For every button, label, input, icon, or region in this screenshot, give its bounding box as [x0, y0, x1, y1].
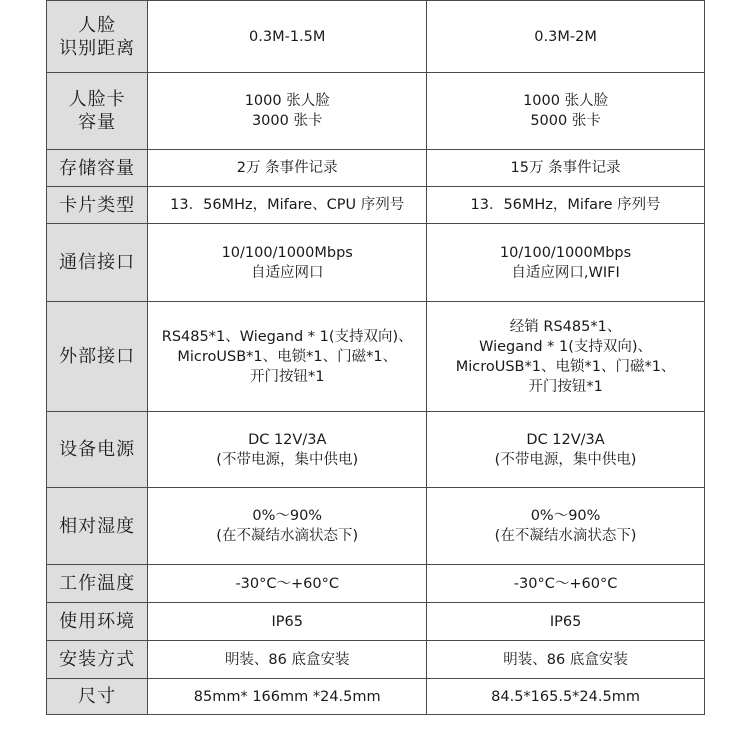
row-environment: [47, 603, 705, 641]
row-label: 人脸 识别距离: [47, 1, 148, 73]
row-label: 设备电源: [47, 412, 148, 488]
row-label: 安装方式: [47, 641, 148, 679]
model-b-value: 10/100/1000Mbps 自适应网口,WIFI: [427, 224, 705, 302]
row-label: 人脸卡 容量: [47, 73, 148, 150]
model-b-value: DC 12V/3A (不带电源，集中供电): [427, 412, 705, 488]
model-b-value: 0%～90% (在不凝结水滴状态下): [427, 488, 705, 565]
model-b-value: -30°C～+60°C: [427, 565, 705, 603]
model-a-value: 明装、86 底盒安装: [148, 641, 427, 679]
spec-table: [46, 0, 705, 715]
row-label: 使用环境: [47, 603, 148, 641]
model-a-value: 0.3M-1.5M: [148, 1, 427, 73]
row-label: 卡片类型: [47, 187, 148, 224]
row-power-supply: [47, 412, 705, 488]
row-operating-temperature: [47, 565, 705, 603]
model-b-value: 0.3M-2M: [427, 1, 705, 73]
row-label: 尺寸: [47, 679, 148, 715]
row-face-card-capacity: [47, 73, 705, 150]
row-dimensions: [47, 679, 705, 715]
model-b-value: IP65: [427, 603, 705, 641]
row-label: 通信接口: [47, 224, 148, 302]
row-label: 存储容量: [47, 150, 148, 187]
row-card-type: [47, 187, 705, 224]
model-a-value: 1000 张人脸 3000 张卡: [148, 73, 427, 150]
model-b-value: 1000 张人脸 5000 张卡: [427, 73, 705, 150]
row-label: 相对湿度: [47, 488, 148, 565]
row-label: 外部接口: [47, 302, 148, 412]
model-a-value: -30°C～+60°C: [148, 565, 427, 603]
model-b-value: 13．56MHz，Mifare 序列号: [427, 187, 705, 224]
row-storage-capacity: [47, 150, 705, 187]
model-b-value: 明装、86 底盒安装: [427, 641, 705, 679]
row-communication-interface: [47, 224, 705, 302]
model-a-value: IP65: [148, 603, 427, 641]
row-label: 工作温度: [47, 565, 148, 603]
model-a-value: 2万 条事件记录: [148, 150, 427, 187]
row-external-interface: [47, 302, 705, 412]
model-b-value: 15万 条事件记录: [427, 150, 705, 187]
model-a-value: 10/100/1000Mbps 自适应网口: [148, 224, 427, 302]
model-a-value: 13．56MHz，Mifare、CPU 序列号: [148, 187, 427, 224]
row-relative-humidity: [47, 488, 705, 565]
row-recognition-distance: [47, 1, 705, 73]
model-a-value: DC 12V/3A (不带电源，集中供电): [148, 412, 427, 488]
model-a-value: RS485*1、Wiegand * 1(支持双向)、 MicroUSB*1、电锁*1、门磁*1、 开门按钮*1: [148, 302, 427, 412]
model-a-value: 0%～90% (在不凝结水滴状态下): [148, 488, 427, 565]
model-a-value: 85mm* 166mm *24.5mm: [148, 679, 427, 715]
model-b-value: 经销 RS485*1、 Wiegand * 1(支持双向)、 MicroUSB*1、电锁*1、门磁*1、 开门按钮*1: [427, 302, 705, 412]
model-b-value: 84.5*165.5*24.5mm: [427, 679, 705, 715]
row-installation-method: [47, 641, 705, 679]
